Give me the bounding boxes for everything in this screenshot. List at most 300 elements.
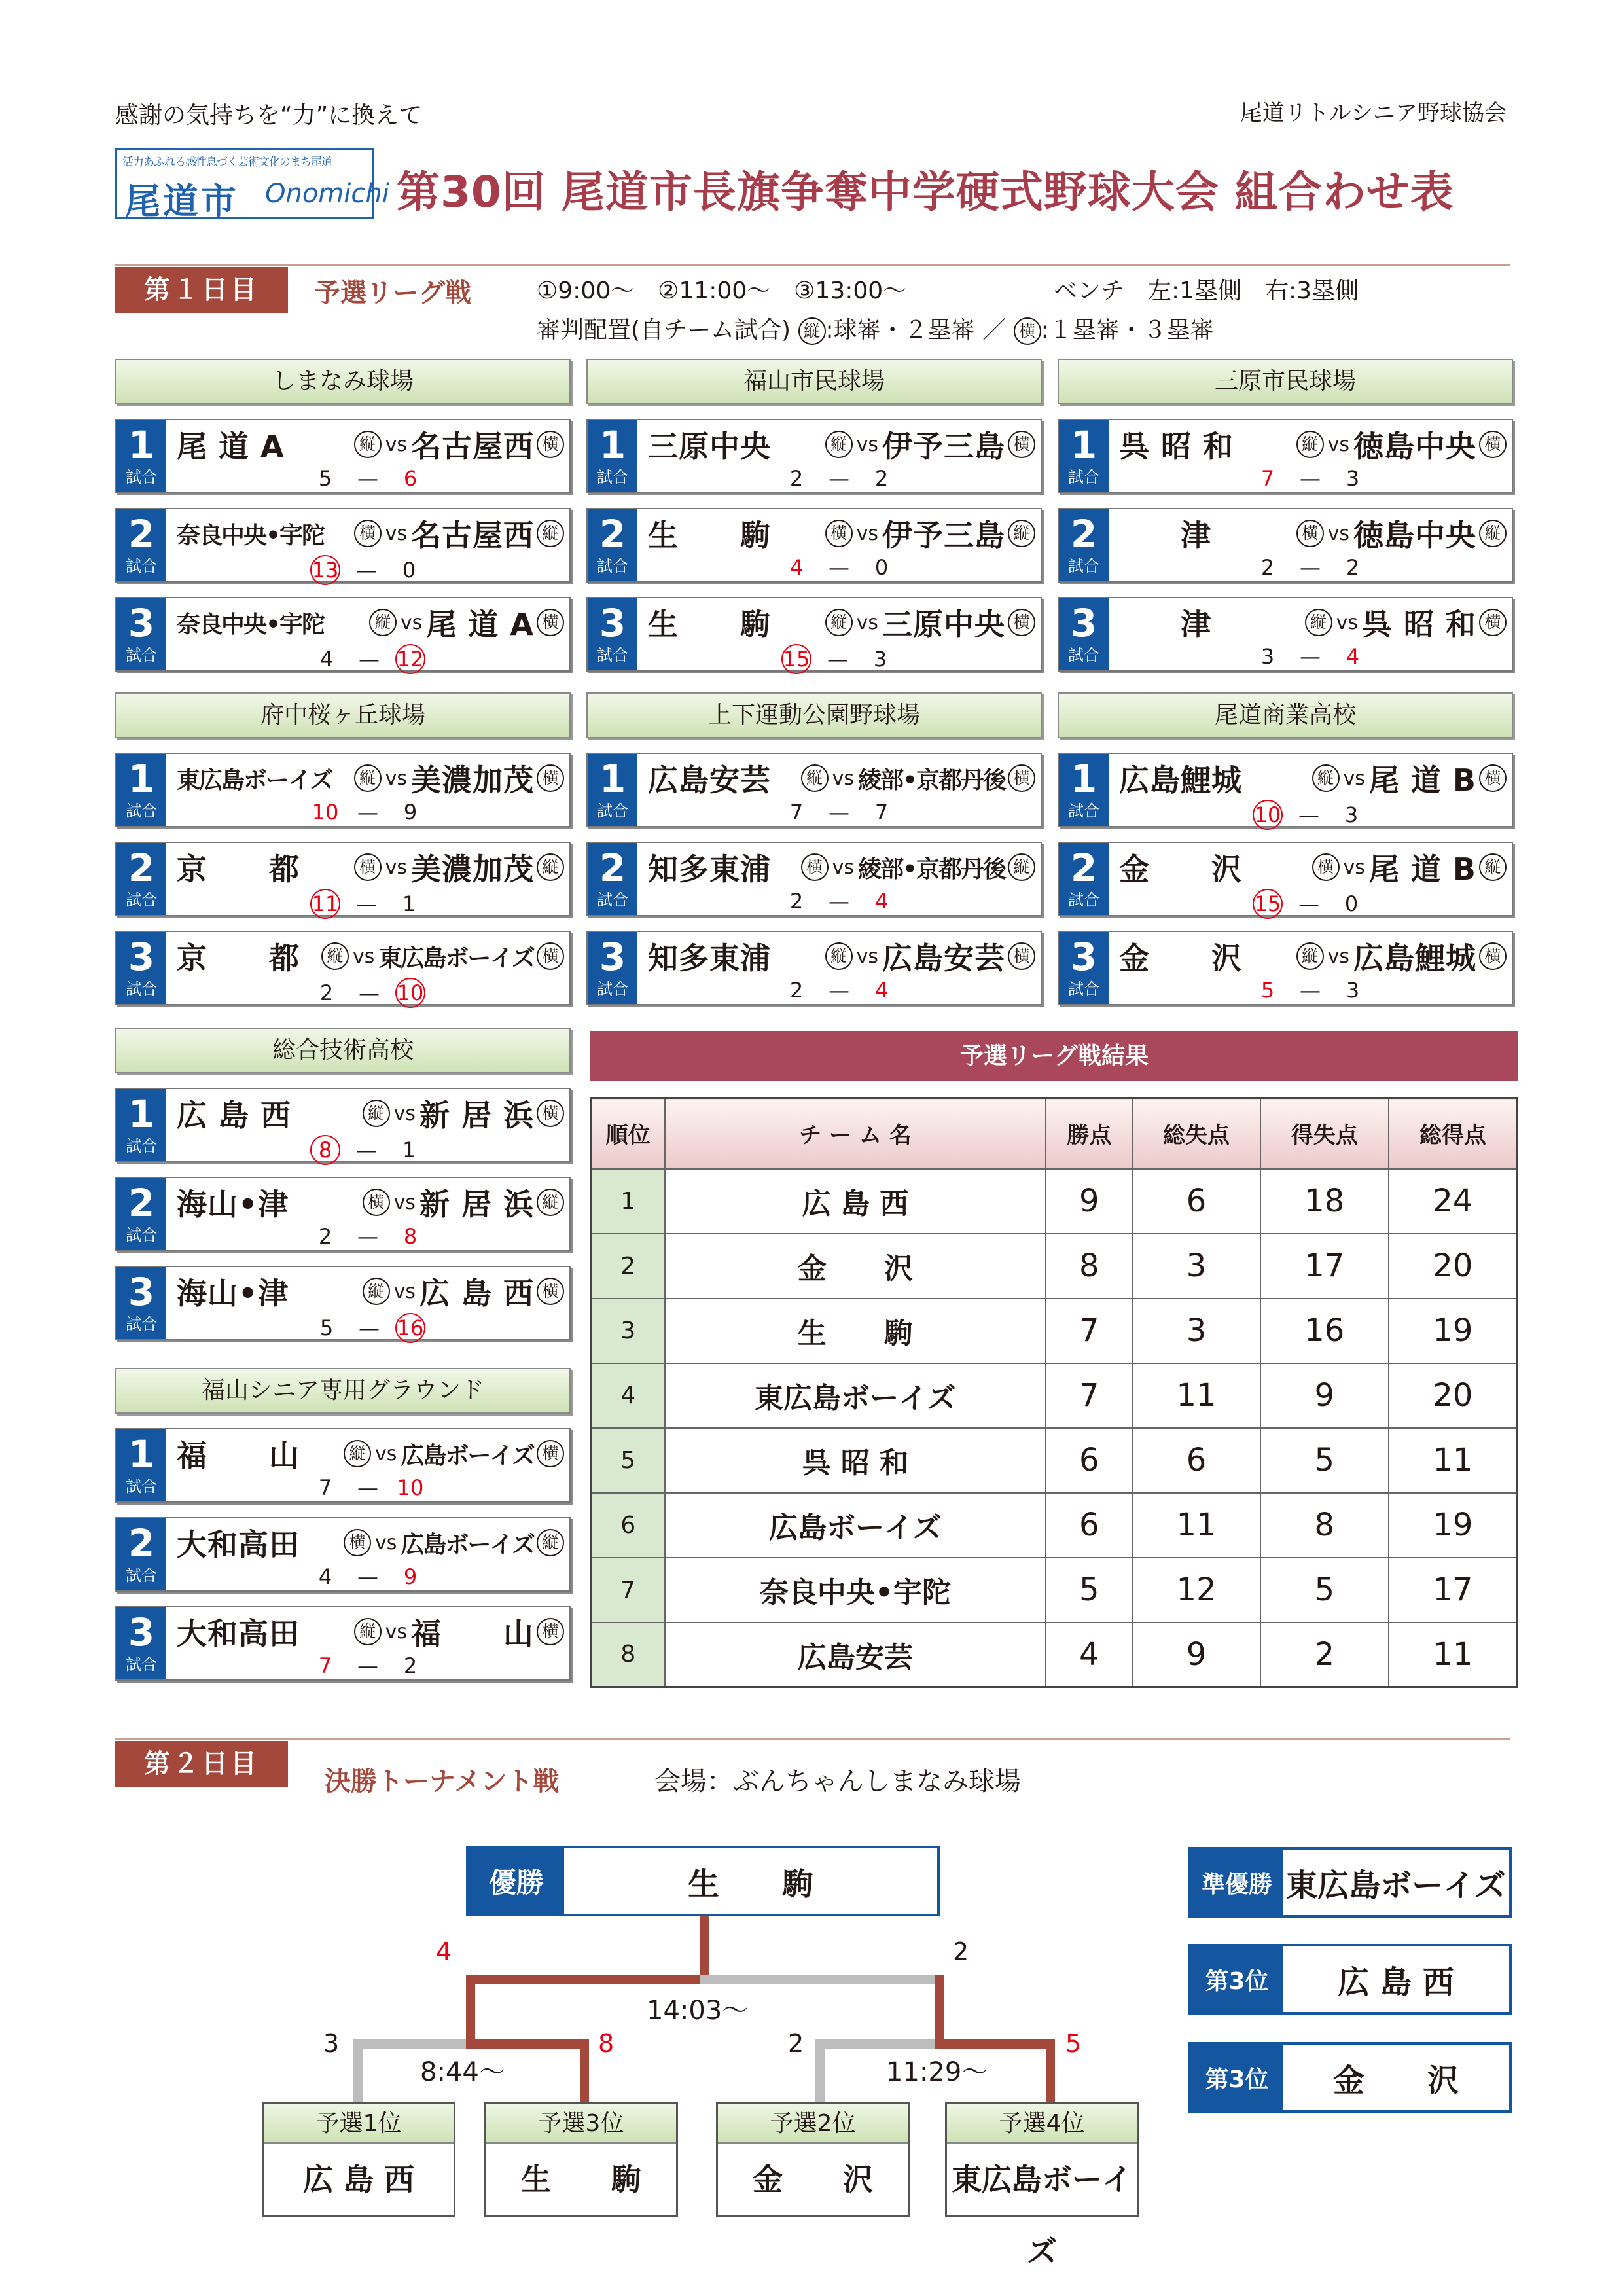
game-suffix: 試合 bbox=[126, 557, 157, 575]
score bbox=[166, 889, 569, 919]
matchup bbox=[177, 1183, 564, 1221]
vs-label: vs bbox=[385, 522, 407, 545]
home-score: 2 bbox=[318, 1224, 332, 1249]
away-score: 0 bbox=[1344, 891, 1359, 916]
stat-cell: 8 bbox=[1260, 1493, 1389, 1558]
umpire-yoko-text: :１塁審・３塁審 bbox=[1041, 317, 1214, 344]
away-duty-mark: 横 bbox=[537, 764, 564, 792]
score bbox=[166, 1224, 569, 1249]
game-card bbox=[115, 597, 571, 672]
stat-cell: 17 bbox=[1389, 1558, 1518, 1623]
home-team: 海山•津 bbox=[177, 1276, 289, 1311]
home-duty-mark: 縦 bbox=[354, 431, 382, 458]
score-dash: — bbox=[357, 1653, 378, 1678]
game-suffix: 試合 bbox=[126, 891, 157, 909]
game-no: 3 bbox=[128, 935, 155, 979]
stat-cell: 3 bbox=[1132, 1234, 1260, 1299]
score bbox=[166, 1564, 569, 1589]
team-cell: 奈良中央•宇陀 bbox=[665, 1558, 1046, 1623]
rank-cell: 6 bbox=[592, 1493, 665, 1558]
venue-name: 福山市民球場 bbox=[586, 359, 1042, 404]
game-no: 2 bbox=[128, 846, 155, 890]
away-score: 10 bbox=[395, 978, 425, 1008]
home-score: 5 bbox=[318, 466, 332, 491]
matchup bbox=[177, 937, 564, 975]
game-card bbox=[115, 419, 571, 493]
home-duty-mark: 横 bbox=[354, 520, 382, 547]
score bbox=[1109, 644, 1512, 669]
vs-label: vs bbox=[385, 1620, 407, 1643]
away-duty-mark: 横 bbox=[1008, 764, 1035, 792]
away-team: 美濃加茂 bbox=[411, 852, 534, 887]
away-score: 1 bbox=[402, 891, 416, 916]
stat-cell: 7 bbox=[1046, 1299, 1132, 1363]
away-score: 7 bbox=[874, 800, 889, 825]
matchup bbox=[648, 937, 1035, 975]
away-score: 3 bbox=[1344, 802, 1359, 827]
final-left-drop bbox=[466, 1975, 475, 2049]
seed-box bbox=[716, 2102, 910, 2217]
away-score: 9 bbox=[403, 800, 418, 825]
game-no: 2 bbox=[128, 1181, 155, 1225]
away-duty-mark: 横 bbox=[537, 609, 564, 636]
game-no: 2 bbox=[1070, 846, 1097, 890]
away-team: 綾部•京都丹後 bbox=[857, 766, 1005, 794]
away-score: 4 bbox=[874, 978, 889, 1003]
semi1-right-score: 8 bbox=[598, 2029, 615, 2058]
game-suffix: 試合 bbox=[597, 980, 628, 998]
game-number bbox=[1059, 509, 1109, 581]
yoko-mark: 横 bbox=[1014, 317, 1041, 345]
rank-cell: 1 bbox=[592, 1169, 665, 1234]
home-duty-mark: 横 bbox=[1312, 853, 1340, 881]
away-duty-mark: 横 bbox=[1008, 431, 1035, 458]
game-number bbox=[116, 843, 166, 915]
away-team: 伊予三島 bbox=[882, 429, 1005, 464]
away-team: 三原中央 bbox=[882, 607, 1005, 642]
away-duty-mark: 横 bbox=[537, 1278, 564, 1305]
results-header-cell: チ ー ム 名 bbox=[665, 1098, 1046, 1169]
score bbox=[166, 1135, 569, 1165]
matchup bbox=[177, 425, 564, 463]
game-card bbox=[115, 1177, 571, 1251]
semi2-right-drop bbox=[1046, 2039, 1055, 2105]
away-team: 新 居 浜 bbox=[419, 1187, 534, 1222]
game-no: 2 bbox=[1070, 512, 1097, 556]
away-score: 0 bbox=[402, 558, 416, 583]
team-cell: 広島ボーイズ bbox=[665, 1493, 1046, 1558]
game-number bbox=[116, 932, 166, 1004]
seed-box bbox=[484, 2102, 678, 2217]
semi1-left-drop bbox=[353, 2039, 363, 2105]
game-no: 3 bbox=[599, 935, 626, 979]
matchup bbox=[1119, 514, 1507, 552]
away-score: 3 bbox=[1346, 978, 1360, 1003]
score bbox=[1109, 978, 1512, 1003]
matchup bbox=[1119, 759, 1507, 797]
away-score: 10 bbox=[397, 1475, 424, 1500]
game-number bbox=[116, 1607, 166, 1679]
game-card bbox=[586, 419, 1042, 493]
score-dash: — bbox=[356, 558, 377, 583]
score-dash: — bbox=[356, 1138, 377, 1162]
score-dash: — bbox=[829, 978, 849, 1003]
score-dash: — bbox=[827, 647, 848, 672]
game-number bbox=[116, 1089, 166, 1161]
home-duty-mark: 縦 bbox=[825, 609, 853, 636]
away-team: 綾部•京都丹後 bbox=[857, 855, 1005, 883]
venue-block bbox=[586, 359, 1042, 686]
semi2-left-drop bbox=[815, 2039, 825, 2105]
venue-name: 府中桜ヶ丘球場 bbox=[115, 692, 571, 738]
rank-cell: 3 bbox=[592, 1299, 665, 1363]
game-suffix: 試合 bbox=[126, 1566, 157, 1585]
venue-name: しまなみ球場 bbox=[115, 359, 571, 404]
home-duty-mark: 縦 bbox=[321, 942, 349, 970]
home-score: 2 bbox=[319, 980, 334, 1005]
game-card bbox=[115, 1088, 571, 1162]
results-table bbox=[590, 1097, 1518, 1688]
stat-cell: 8 bbox=[1046, 1234, 1132, 1299]
results-header-cell: 総得点 bbox=[1389, 1098, 1518, 1169]
away-score: 2 bbox=[874, 466, 889, 491]
away-team: 伊予三島 bbox=[882, 518, 1005, 553]
seed-label: 予選3位 bbox=[486, 2104, 676, 2144]
score-dash: — bbox=[359, 980, 380, 1005]
results-row bbox=[592, 1623, 1518, 1687]
matchup bbox=[1119, 603, 1507, 641]
team-cell: 東広島ボーイズ bbox=[665, 1363, 1046, 1428]
home-score: 5 bbox=[1260, 978, 1275, 1003]
game-suffix: 試合 bbox=[126, 646, 157, 664]
game-suffix: 試合 bbox=[597, 802, 628, 820]
day1-divider bbox=[115, 264, 1510, 266]
final-left-score: 4 bbox=[436, 1937, 452, 1966]
home-team: 東広島ボーイズ bbox=[177, 766, 332, 794]
home-team: 京 都 bbox=[177, 852, 300, 887]
results-header-cell: 総失点 bbox=[1132, 1098, 1260, 1169]
away-duty-mark: 横 bbox=[1479, 431, 1507, 458]
seed-team: 広 島 西 bbox=[302, 2162, 415, 2197]
away-duty-mark: 縦 bbox=[1479, 853, 1507, 881]
home-duty-mark: 縦 bbox=[369, 609, 397, 636]
home-score: 13 bbox=[310, 555, 340, 585]
game-suffix: 試合 bbox=[1068, 802, 1099, 820]
team-cell: 生 駒 bbox=[665, 1299, 1046, 1363]
vs-label: vs bbox=[385, 433, 407, 456]
home-team: 生 駒 bbox=[648, 607, 771, 642]
game-suffix: 試合 bbox=[597, 891, 628, 909]
vs-label: vs bbox=[400, 611, 423, 634]
final-right-line bbox=[700, 1975, 944, 1984]
venue-block bbox=[1058, 359, 1513, 686]
score-dash: — bbox=[1300, 466, 1321, 491]
game-number bbox=[588, 420, 637, 492]
home-duty-mark: 縦 bbox=[354, 764, 382, 792]
away-team: 福 山 bbox=[411, 1616, 534, 1651]
score bbox=[1109, 889, 1512, 919]
home-duty-mark: 横 bbox=[344, 1529, 371, 1556]
score bbox=[637, 555, 1041, 580]
score bbox=[166, 1475, 569, 1500]
award-team: 金 沢 bbox=[1332, 2062, 1459, 2099]
home-team: 福 山 bbox=[177, 1438, 300, 1473]
matchup bbox=[177, 1094, 564, 1132]
game-no: 1 bbox=[1070, 423, 1097, 467]
away-duty-mark: 縦 bbox=[537, 520, 564, 547]
seed-box bbox=[262, 2102, 455, 2217]
game-no: 1 bbox=[128, 1432, 155, 1477]
away-duty-mark: 縦 bbox=[537, 1189, 564, 1216]
away-team: 広島鯉城 bbox=[1353, 941, 1476, 976]
game-suffix: 試合 bbox=[597, 468, 628, 486]
away-duty-mark: 縦 bbox=[1008, 520, 1035, 547]
score-dash: — bbox=[1300, 555, 1321, 580]
rank-cell: 8 bbox=[592, 1623, 665, 1687]
vs-label: vs bbox=[856, 611, 878, 634]
score bbox=[166, 644, 569, 674]
home-team: 海山•津 bbox=[177, 1187, 289, 1222]
home-score: 10 bbox=[312, 800, 339, 825]
game-card bbox=[115, 842, 571, 916]
home-team: 津 bbox=[1119, 607, 1211, 642]
game-card bbox=[115, 508, 571, 583]
away-team: 広島ボーイズ bbox=[401, 1531, 534, 1558]
tate-mark: 縦 bbox=[798, 317, 826, 345]
vs-label: vs bbox=[856, 944, 878, 968]
score bbox=[166, 555, 569, 585]
semi1-right-line bbox=[466, 2039, 589, 2049]
stat-cell: 16 bbox=[1260, 1299, 1389, 1363]
away-team: 尾 道 B bbox=[1368, 852, 1476, 887]
vs-label: vs bbox=[374, 1531, 397, 1554]
away-score: 0 bbox=[874, 555, 889, 580]
home-duty-mark: 縦 bbox=[801, 764, 829, 792]
game-number bbox=[116, 509, 166, 581]
away-duty-mark: 横 bbox=[1008, 609, 1035, 636]
game-no: 3 bbox=[128, 601, 155, 645]
seed-box bbox=[945, 2102, 1139, 2269]
champion-box bbox=[466, 1846, 940, 1916]
game-suffix: 試合 bbox=[597, 557, 628, 575]
home-duty-mark: 縦 bbox=[1312, 764, 1340, 792]
day2-badge: 第２日目 bbox=[115, 1741, 288, 1787]
game-suffix: 試合 bbox=[1068, 468, 1099, 486]
matchup bbox=[648, 759, 1035, 797]
vs-label: vs bbox=[385, 766, 407, 790]
award-box bbox=[1188, 2042, 1512, 2113]
vs-label: vs bbox=[385, 855, 407, 879]
home-score: 3 bbox=[1260, 644, 1275, 669]
game-number bbox=[1059, 598, 1109, 670]
away-team: 徳島中央 bbox=[1353, 518, 1476, 553]
home-score: 2 bbox=[789, 466, 804, 491]
away-score: 4 bbox=[1346, 644, 1360, 669]
home-team: 金 沢 bbox=[1119, 941, 1242, 976]
stat-cell: 12 bbox=[1132, 1558, 1260, 1623]
vs-label: vs bbox=[1327, 944, 1349, 968]
stat-cell: 6 bbox=[1132, 1169, 1260, 1234]
final-stem bbox=[700, 1916, 709, 1975]
venue-name: 三原市民球場 bbox=[1058, 359, 1513, 404]
home-team: 尾 道 A bbox=[177, 429, 285, 464]
score bbox=[1109, 466, 1512, 491]
final-time: 14:03〜 bbox=[641, 1990, 753, 2027]
award-label: 準優勝 bbox=[1191, 1850, 1283, 1915]
game-card bbox=[115, 1428, 571, 1503]
venue-block bbox=[115, 1028, 571, 1355]
score-dash: — bbox=[1300, 978, 1321, 1003]
champion-label: 優勝 bbox=[469, 1848, 564, 1914]
game-card bbox=[586, 753, 1042, 827]
home-score: 2 bbox=[789, 889, 804, 914]
game-card bbox=[115, 931, 571, 1005]
results-header-cell: 得失点 bbox=[1260, 1098, 1389, 1169]
game-suffix: 試合 bbox=[126, 1315, 157, 1333]
home-duty-mark: 縦 bbox=[363, 1100, 390, 1127]
game-no: 1 bbox=[128, 423, 155, 467]
matchup bbox=[177, 759, 564, 797]
game-card bbox=[115, 753, 571, 827]
game-card bbox=[115, 1606, 571, 1681]
home-score: 4 bbox=[318, 1564, 332, 1589]
matchup bbox=[177, 1435, 564, 1473]
matchup bbox=[177, 848, 564, 886]
results-row bbox=[592, 1234, 1518, 1299]
game-suffix: 試合 bbox=[126, 1137, 157, 1155]
away-duty-mark: 横 bbox=[1479, 942, 1507, 970]
score bbox=[166, 800, 569, 825]
game-number bbox=[116, 1429, 166, 1501]
final-right-drop bbox=[935, 1975, 944, 2049]
home-score: 11 bbox=[310, 889, 340, 919]
game-card bbox=[586, 597, 1042, 672]
home-duty-mark: 横 bbox=[825, 520, 853, 547]
stat-cell: 4 bbox=[1046, 1623, 1132, 1687]
away-team: 徳島中央 bbox=[1353, 429, 1476, 464]
score-dash: — bbox=[829, 889, 849, 914]
stat-cell: 11 bbox=[1132, 1493, 1260, 1558]
home-team: 呉 昭 和 bbox=[1119, 429, 1234, 464]
score-dash: — bbox=[1298, 802, 1319, 827]
venue-block bbox=[115, 1368, 571, 1695]
matchup bbox=[648, 514, 1035, 552]
game-number bbox=[1059, 932, 1109, 1004]
game-card bbox=[1058, 842, 1513, 916]
stat-cell: 7 bbox=[1046, 1363, 1132, 1428]
game-number bbox=[116, 1178, 166, 1250]
game-card bbox=[586, 931, 1042, 1005]
game-suffix: 試合 bbox=[1068, 646, 1099, 664]
results-title: 予選リーグ戦結果 bbox=[590, 1031, 1518, 1081]
seed-label: 予選4位 bbox=[947, 2104, 1137, 2144]
score bbox=[166, 1313, 569, 1343]
game-number bbox=[116, 754, 166, 826]
game-number bbox=[116, 1267, 166, 1339]
away-team: 尾 道 A bbox=[426, 607, 534, 642]
venue-name: 総合技術高校 bbox=[115, 1028, 571, 1073]
home-duty-mark: 縦 bbox=[363, 1278, 390, 1305]
vs-label: vs bbox=[1343, 766, 1365, 790]
home-duty-mark: 縦 bbox=[1296, 431, 1324, 458]
day1-times: ①9:00〜 ②11:00〜 ③13:00〜 bbox=[537, 278, 907, 304]
umpire-tate-text: :球審・２塁審 ／ bbox=[825, 317, 1007, 344]
game-no: 1 bbox=[599, 423, 626, 467]
stat-cell: 2 bbox=[1260, 1623, 1389, 1687]
game-suffix: 試合 bbox=[126, 980, 157, 998]
vs-label: vs bbox=[1327, 433, 1349, 456]
game-no: 2 bbox=[128, 512, 155, 556]
vs-label: vs bbox=[352, 944, 375, 968]
away-score: 6 bbox=[403, 466, 418, 491]
rank-cell: 4 bbox=[592, 1363, 665, 1428]
home-team: 津 bbox=[1119, 518, 1211, 553]
stat-cell: 6 bbox=[1046, 1493, 1132, 1558]
home-team: 京 都 bbox=[177, 941, 300, 976]
results-header-cell: 順位 bbox=[592, 1098, 665, 1169]
rank-cell: 7 bbox=[592, 1558, 665, 1623]
game-card bbox=[1058, 508, 1513, 583]
game-number bbox=[116, 1518, 166, 1590]
score bbox=[637, 466, 1041, 491]
away-score: 3 bbox=[873, 647, 887, 672]
game-card bbox=[586, 508, 1042, 583]
results-body bbox=[592, 1169, 1518, 1687]
game-no: 1 bbox=[128, 1092, 155, 1136]
game-card bbox=[1058, 931, 1513, 1005]
game-suffix: 試合 bbox=[1068, 557, 1099, 575]
stat-cell: 19 bbox=[1389, 1493, 1518, 1558]
home-score: 7 bbox=[1260, 466, 1275, 491]
day1-title: 予選リーグ戦 bbox=[314, 278, 471, 308]
away-duty-mark: 横 bbox=[537, 431, 564, 458]
stat-cell: 5 bbox=[1260, 1428, 1389, 1493]
rank-cell: 5 bbox=[592, 1428, 665, 1493]
final-right-score: 2 bbox=[953, 1937, 969, 1966]
score-dash: — bbox=[357, 1475, 378, 1500]
home-team: 知多東浦 bbox=[648, 852, 771, 887]
matchup bbox=[648, 848, 1035, 886]
vs-label: vs bbox=[856, 522, 878, 545]
game-number bbox=[1059, 843, 1109, 915]
score-dash: — bbox=[356, 891, 377, 916]
home-duty-mark: 縦 bbox=[1296, 942, 1324, 970]
matchup bbox=[648, 425, 1035, 463]
home-duty-mark: 縦 bbox=[344, 1440, 371, 1467]
venue-block bbox=[115, 692, 571, 1020]
away-duty-mark: 横 bbox=[537, 1440, 564, 1467]
away-team: 東広島ボーイズ bbox=[378, 944, 534, 972]
score-dash: — bbox=[829, 466, 849, 491]
team-cell: 広 島 西 bbox=[665, 1169, 1046, 1234]
home-duty-mark: 縦 bbox=[354, 1618, 382, 1645]
seed-label: 予選2位 bbox=[718, 2104, 908, 2144]
stat-cell: 6 bbox=[1132, 1428, 1260, 1493]
home-duty-mark: 縦 bbox=[1305, 609, 1332, 636]
team-cell: 呉 昭 和 bbox=[665, 1428, 1046, 1493]
away-team: 美濃加茂 bbox=[411, 762, 534, 798]
results-row bbox=[592, 1363, 1518, 1428]
home-score: 7 bbox=[789, 800, 804, 825]
results-row bbox=[592, 1169, 1518, 1234]
vs-label: vs bbox=[393, 1191, 416, 1214]
award-label: 第3位 bbox=[1191, 2045, 1283, 2110]
away-duty-mark: 縦 bbox=[1008, 853, 1035, 881]
results-row bbox=[592, 1299, 1518, 1363]
semi2-left-score: 2 bbox=[788, 2029, 804, 2058]
stat-cell: 19 bbox=[1389, 1299, 1518, 1363]
game-suffix: 試合 bbox=[1068, 891, 1099, 909]
